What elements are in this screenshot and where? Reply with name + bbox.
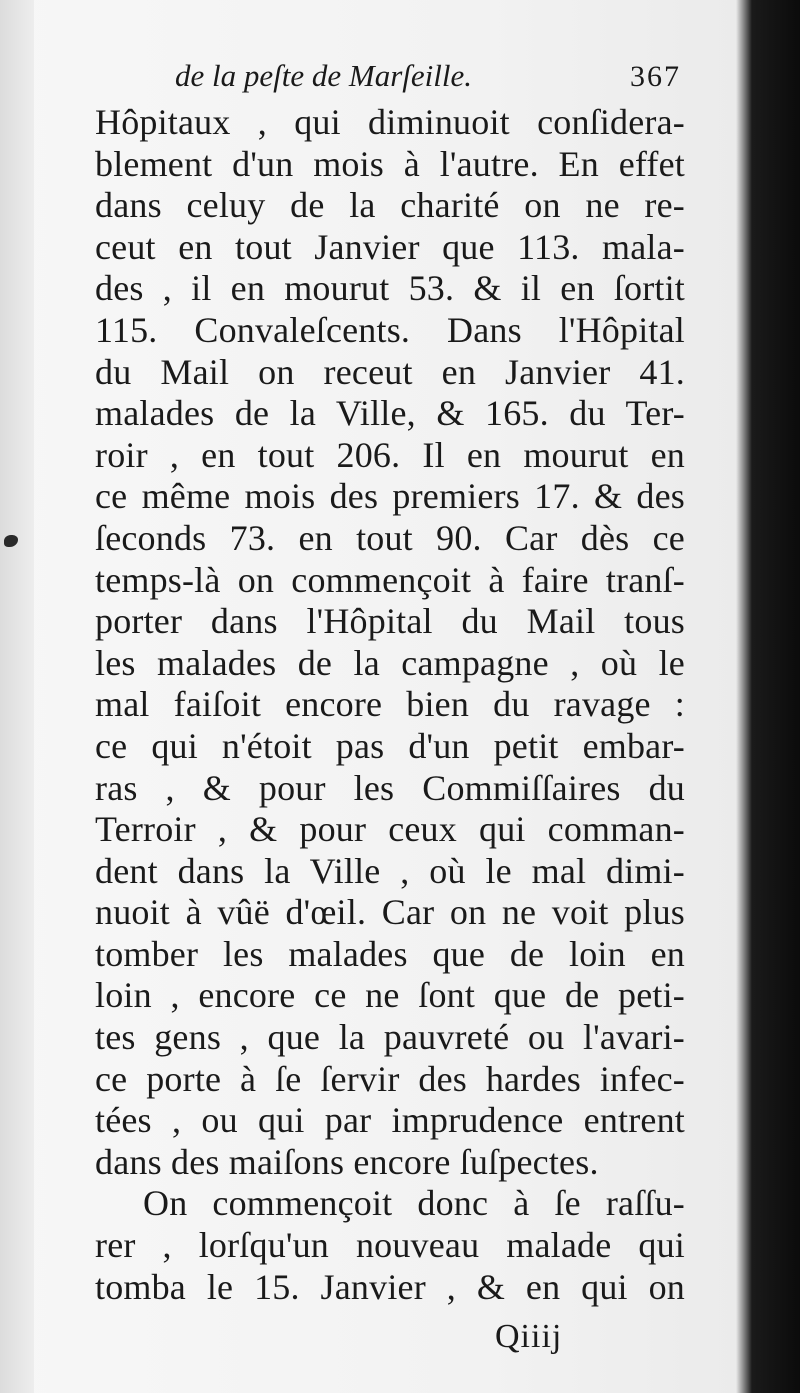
text-line: roir , en tout 206. Il en mourut en <box>95 434 685 475</box>
text-line: ſeconds 73. en tout 90. Car dès ce <box>95 517 685 558</box>
text-line: tomba le 15. Janvier , & en qui on <box>95 1266 685 1307</box>
text-line: rer , lorſqu'un nouveau malade qui <box>95 1225 685 1266</box>
text-line: tes gens , que la pauvreté ou l'avari- <box>95 1017 685 1058</box>
text-line: nuoit à vûë d'œil. Car on ne voit plus <box>95 892 685 933</box>
text-line: tées , ou qui par imprudence entrent <box>95 1100 685 1141</box>
text-line: On commençoit donc à ſe raſſu- <box>143 1183 685 1224</box>
text-line: dent dans la Ville , où le mal dimi- <box>95 850 685 891</box>
text-line: porter dans l'Hôpital du Mail tous <box>95 601 685 642</box>
text-line: les malades de la campagne , où le <box>95 642 685 683</box>
text-line: ce qui n'étoit pas d'un petit embar- <box>95 725 685 766</box>
text-block <box>95 58 685 1308</box>
text-line: 115. Convaleſcents. Dans l'Hôpital <box>95 309 685 350</box>
text-line: tomber les malades que de loin en <box>95 933 685 974</box>
text-line: temps-là on commençoit à faire tranſ- <box>95 559 685 600</box>
text-line: ras , & pour les Commiſſaires du <box>95 767 685 808</box>
text-line: dans celuy de la charité on ne re- <box>95 185 685 226</box>
page-number: 367 <box>630 60 681 93</box>
page-gutter <box>0 0 34 1393</box>
text-line: ce même mois des premiers 17. & des <box>95 476 685 517</box>
running-title: de la peſte de Marſeille. <box>175 58 472 93</box>
text-line: ceut en tout Janvier que 113. mala- <box>95 226 685 267</box>
text-line: ce porte à ſe ſervir des hardes infec- <box>95 1058 685 1099</box>
text-line: malades de la Ville, & 165. du Ter- <box>95 393 685 434</box>
text-line: Hôpitaux , qui diminuoit conſidera- <box>95 102 685 142</box>
text-line: blement d'un mois à l'autre. En effet <box>95 143 685 184</box>
text-line: Terroir , & pour ceux qui comman- <box>95 809 685 850</box>
body-text <box>95 102 685 1308</box>
text-line: dans des maiſons encore ſuſpectes. <box>95 1141 599 1182</box>
text-line: du Mail on receut en Janvier 41. <box>95 351 685 392</box>
text-line: des , il en mourut 53. & il en ſortit <box>95 268 685 309</box>
text-line: mal faiſoit encore bien du ravage : <box>95 684 685 725</box>
text-line: loin , encore ce ne ſont que de peti- <box>95 975 685 1016</box>
running-head <box>95 58 685 102</box>
signature-mark: Qiiij <box>495 1318 563 1355</box>
